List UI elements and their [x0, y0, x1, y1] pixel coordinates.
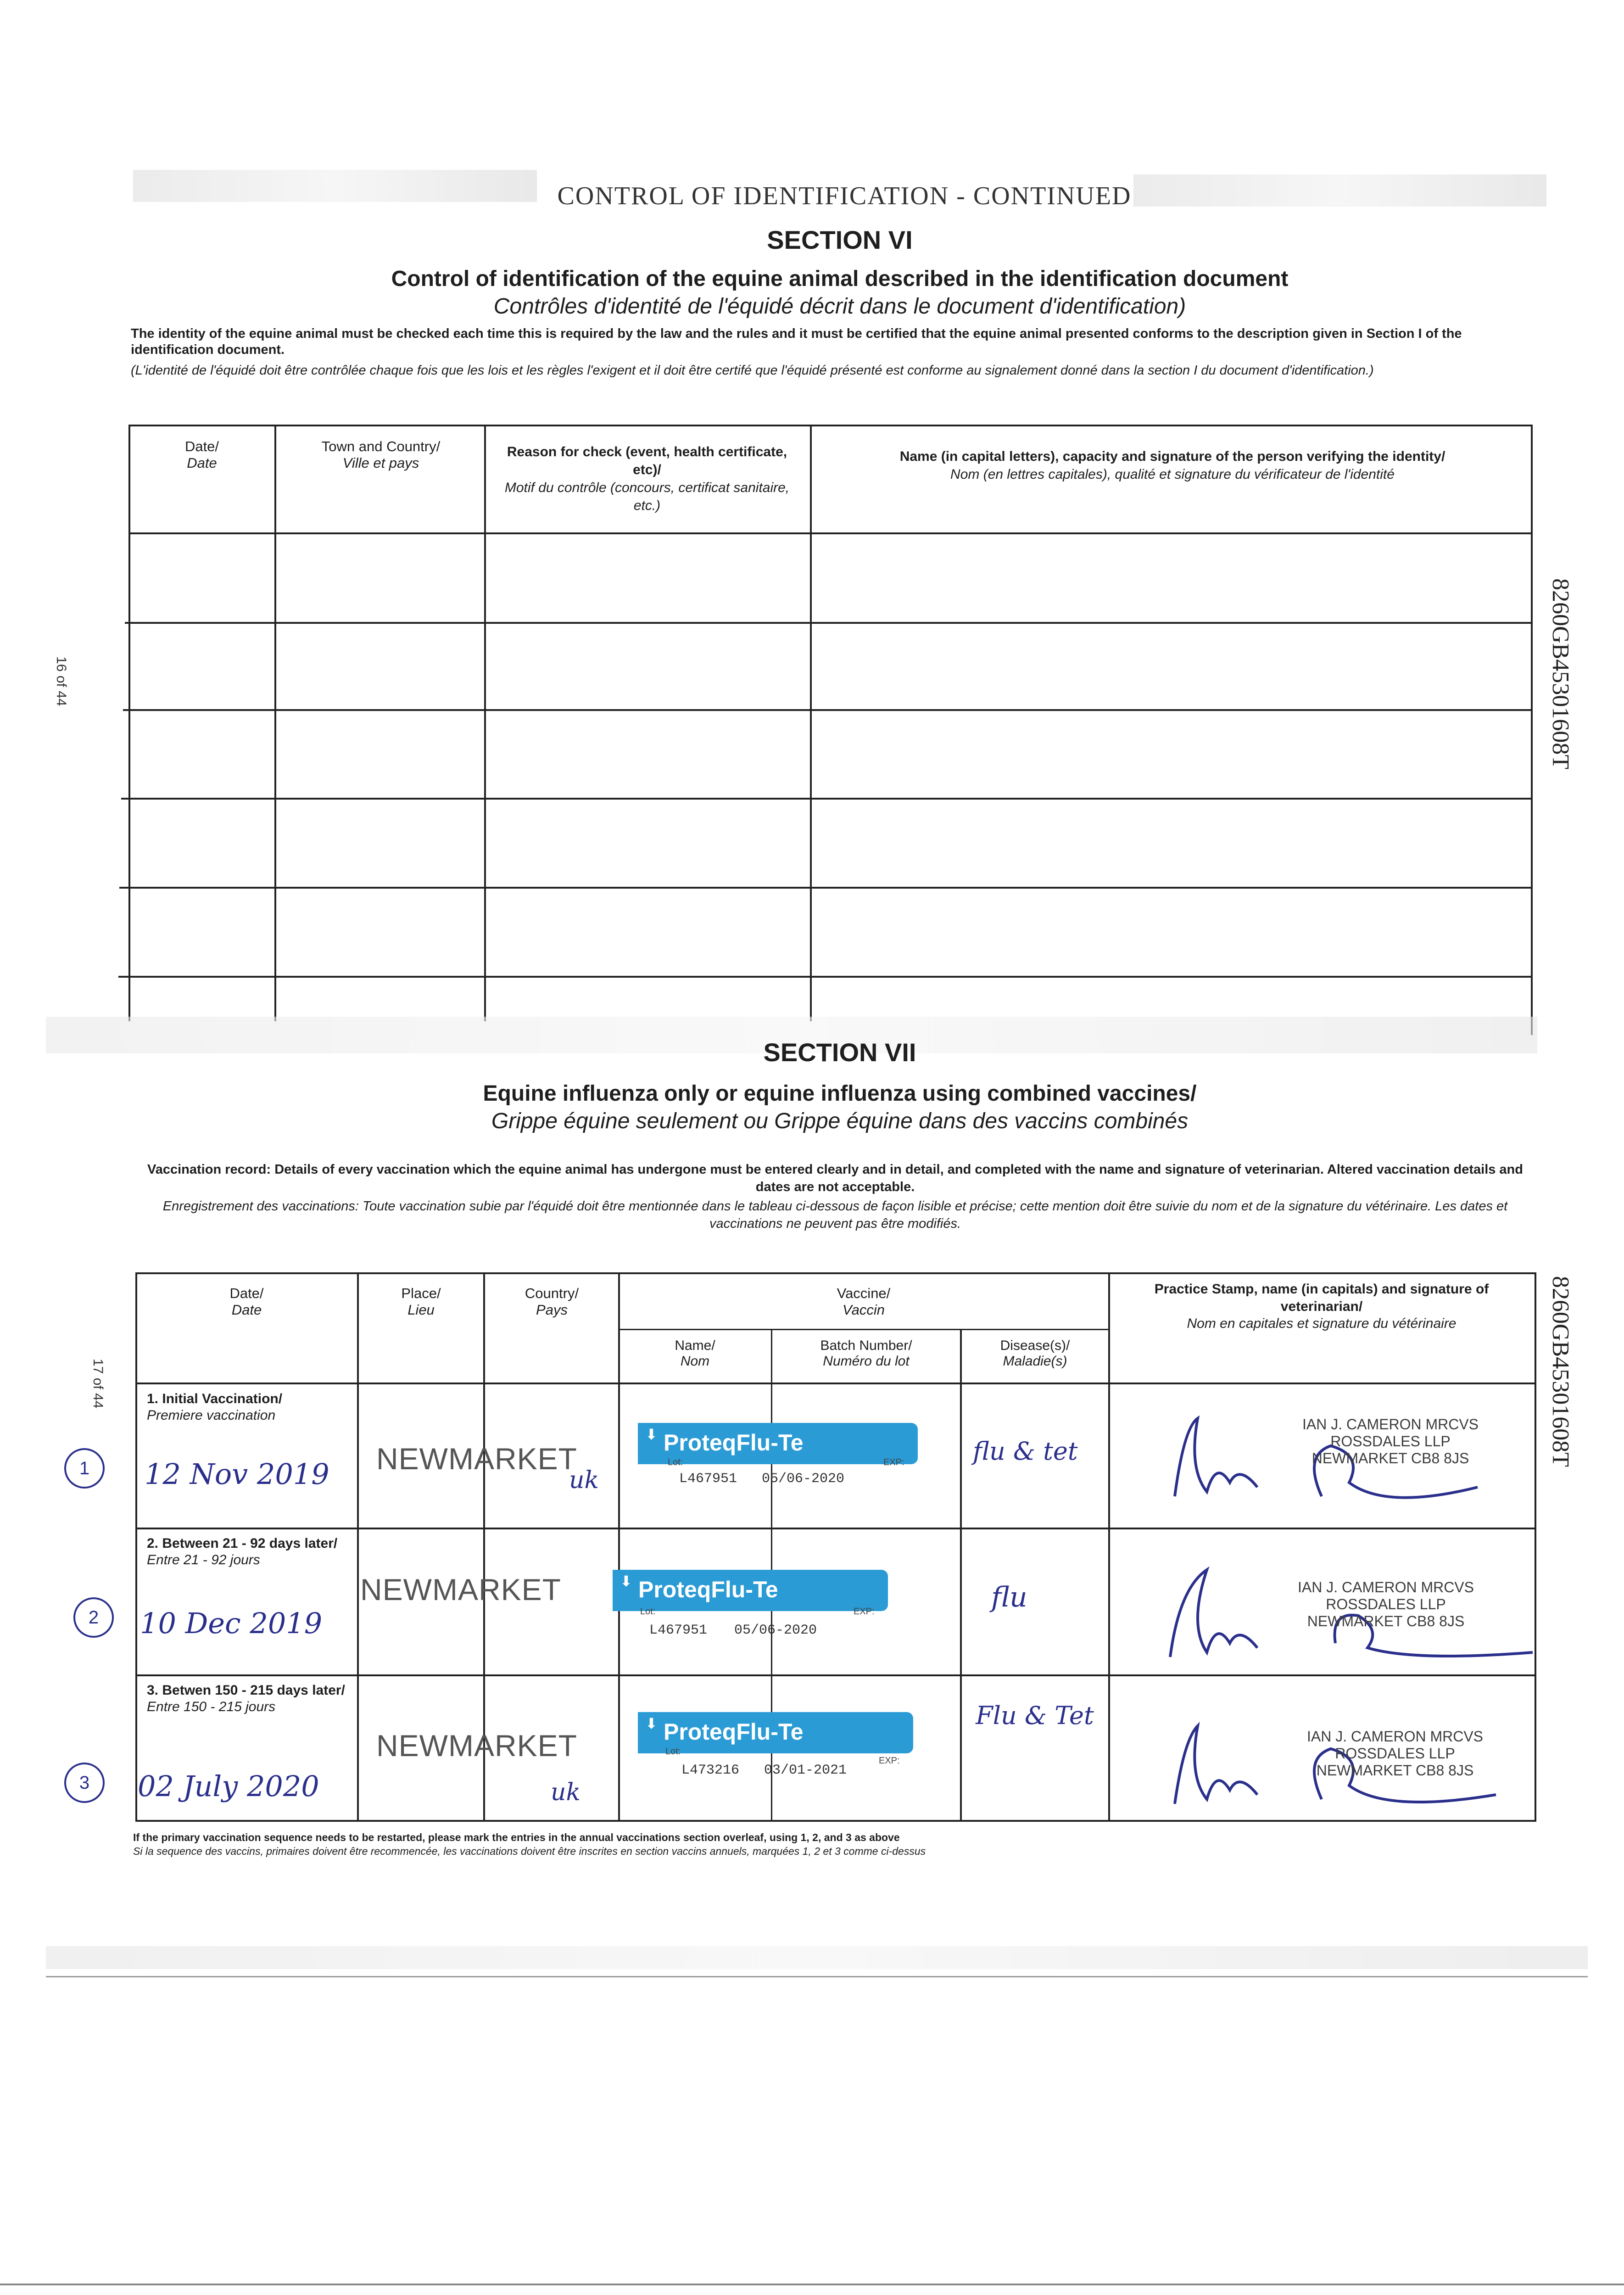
s6-col-reason: Reason for check (event, health certificate, etc)/ Motif du contrôle (concours, certificat sanitaire, etc.): [504, 444, 790, 513]
arrow-down-icon: ⬇: [620, 1573, 632, 1590]
arrow-down-icon: ⬇: [645, 1715, 658, 1732]
side-id-bottom: 8260GB45301608T: [1547, 1276, 1574, 1467]
row-1-vaccine-label: ⬇ ProteqFlu-Te: [638, 1423, 918, 1464]
s6-col-verifier: Name (in capital letters), capacity and signature of the person verifying the identity/ Nom (en lettres capitales), qualité et signature du vérificateur de l'identité: [899, 449, 1445, 482]
row-2-exp-label: EXP:: [854, 1606, 875, 1617]
row-1-label: 1. Initial Vaccination/ Premiere vaccination: [147, 1391, 283, 1423]
section-7-title: SECTION VII: [763, 1038, 916, 1067]
s7-col-place: Place/ Lieu: [401, 1285, 441, 1318]
row-1-place: NEWMARKET: [376, 1442, 577, 1476]
row-2-stamp: IAN J. CAMERON MRCVS ROSSDALES LLP NEWMARKET CB8 8JS: [1297, 1579, 1474, 1629]
scan-artifact-bottom: [46, 1946, 1588, 1969]
page-label-17: 17 of 44: [90, 1359, 106, 1409]
row-2-lot-label: Lot:: [640, 1606, 656, 1617]
row-1-stamp: IAN J. CAMERON MRCVS ROSSDALES LLP NEWMARKET CB8 8JS: [1302, 1416, 1479, 1467]
row-1-exp-label: EXP:: [883, 1457, 904, 1467]
scan-artifact-top: [133, 170, 537, 202]
row-1-exp: 05/06-2020: [762, 1471, 845, 1487]
row-1-country: uk: [569, 1467, 599, 1494]
section-6-paragraph-en: The identity of the equine animal must be checked each time this is required by the law and the rules and it must be certified that the equine animal presented conforms to the description given in Section I of the identification document.: [131, 326, 1462, 357]
footnote-en: If the primary vaccination sequence needs to be restarted, please mark the entries in the annual vaccinations section overleaf, using 1, 2, and 3 as above: [133, 1831, 900, 1843]
row-1-lot-label: Lot:: [668, 1457, 683, 1467]
row-2-place: NEWMARKET: [360, 1573, 561, 1606]
row-3-disease: Flu & Tet: [976, 1701, 1094, 1730]
row-3-exp: 03/01-2021: [764, 1763, 847, 1778]
row-2-disease: flu: [991, 1581, 1027, 1613]
page-label-16: 16 of 44: [54, 656, 69, 706]
row-3-lot-label: Lot:: [665, 1746, 681, 1757]
section-7-subtitle-en: Equine influenza only or equine influenza using combined vaccines/: [483, 1081, 1197, 1106]
s7-col-vaccine: Vaccine/ Vaccin: [837, 1285, 891, 1318]
section-7-subtitle-fr: Grippe équine seulement ou Grippe équine dans des vaccins combinés: [491, 1109, 1189, 1133]
section-7-paragraph-fr: Enregistrement des vaccinations: Toute vaccination subie par l'équidé doit être mentionnée dans le tableau ci-dessous de façon lisible et précise; cette mention doit être suivie du nom et de la signature du vétérinaire. Les dates et vaccinations ne peuvent pas être modifiés.: [162, 1199, 1508, 1231]
s6-col-date: Date/ Date: [184, 438, 219, 471]
s7-col-name: Name/ Nom: [675, 1338, 715, 1369]
side-id-top: 8260GB45301608T: [1547, 578, 1574, 769]
s7-col-practice: Practice Stamp, name (in capitals) and signature of veterinarian/ Nom en capitales et signature du vétérinaire: [1154, 1282, 1489, 1331]
row-3-date: 02 July 2020: [138, 1769, 319, 1803]
row-3-stamp: IAN J. CAMERON MRCVS ROSSDALES LLP NEWMARKET CB8 8JS: [1306, 1728, 1484, 1779]
header-banner: CONTROL OF IDENTIFICATION - CONTINUED: [557, 182, 1132, 210]
row-2-lot: L467951: [649, 1623, 708, 1638]
s7-col-country: Country/ Pays: [525, 1285, 579, 1318]
arrow-down-icon: ⬇: [645, 1426, 658, 1443]
row-3-vaccine-label: ⬇ ProteqFlu-Te: [638, 1712, 913, 1753]
row-3-country: uk: [551, 1779, 580, 1806]
row-3-margin-number: 3: [64, 1763, 105, 1803]
row-1-lot: L467951: [679, 1471, 737, 1487]
row-1-date: 12 Nov 2019: [145, 1457, 329, 1491]
s7-col-batch: Batch Number/ Numéro du lot: [820, 1338, 912, 1369]
row-3-lot: L473216: [681, 1763, 740, 1778]
row-3-label: 3. Betwen 150 - 215 days later/ Entre 150 - 215 jours: [147, 1683, 345, 1714]
row-1-margin-number: 1: [64, 1448, 105, 1489]
row-2-label: 2. Between 21 - 92 days later/ Entre 21 - 92 jours: [147, 1536, 338, 1567]
s7-col-date: Date/ Date: [229, 1285, 264, 1318]
scan-artifact-top-right: [1133, 174, 1546, 207]
section-6-title: SECTION VI: [767, 225, 913, 254]
page-bottom-line: [0, 2284, 1624, 2285]
row-2-date: 10 Dec 2019: [140, 1606, 323, 1640]
section-6-subtitle-en: Control of identification of the equine animal described in the identification document: [391, 267, 1289, 291]
row-2-vaccine-label: ⬇ ProteqFlu-Te: [613, 1570, 888, 1611]
row-1-disease: flu & tet: [973, 1437, 1078, 1466]
section-6-subtitle-fr: Contrôles d'identité de l'équidé décrit dans le document d'identification): [493, 294, 1186, 319]
row-2-exp: 05/06-2020: [734, 1623, 817, 1638]
section-6-paragraph-fr: (L'identité de l'équidé doit être contrôlée chaque fois que les lois et les règles l'exigent et il doit être certifé que l'équidé présenté est conforme au signalement donné dans la section I du document d'identification.): [131, 363, 1374, 378]
row-2-margin-number: 2: [73, 1597, 114, 1638]
row-3-place: NEWMARKET: [376, 1729, 577, 1763]
s6-col-town-country: Town and Country/ Ville et pays: [321, 438, 441, 471]
s7-col-disease: Disease(s)/ Maladie(s): [1000, 1338, 1070, 1369]
section-7-paragraph-en: Vaccination record: Details of every vaccination which the equine animal has undergone must be entered clearly and in detail, and completed with the name and signature of veterinarian. Altered vaccination details and dates are not acceptable.: [147, 1162, 1523, 1194]
row-3-exp-label: EXP:: [879, 1756, 900, 1766]
page-edge-line: [46, 1976, 1588, 1977]
footnote-fr: Si la sequence des vaccins, primaires doivent être recommencée, les vaccinations doivent être inscrites en section vaccins annuels, marquées 1, 2 et 3 comme ci-dessus: [133, 1845, 926, 1857]
